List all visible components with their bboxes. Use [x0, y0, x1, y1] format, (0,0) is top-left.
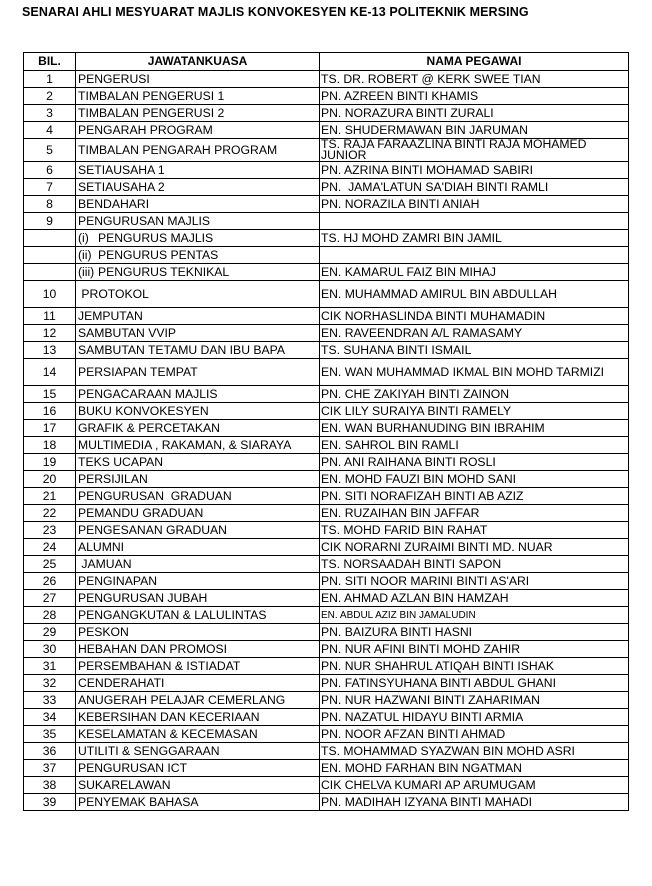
document-title: SENARAI AHLI MESYUARAT MAJLIS KONVOKESYEN KE-13 POLITEKNIK MERSING: [22, 5, 529, 19]
table-row: [24, 488, 629, 505]
table-row: [24, 726, 629, 743]
committee-name: PENGESANAN GRADUAN: [76, 522, 320, 539]
committee-name: PENGERUSI: [76, 71, 320, 88]
table-row: [24, 658, 629, 675]
row-number: 11: [24, 308, 76, 325]
officer-name: PN. FATINSYUHANA BINTI ABDUL GHANI: [320, 675, 629, 692]
committee-name: SETIAUSAHA 2: [76, 179, 320, 196]
officer-name: PN. NORAZURA BINTI ZURALI: [320, 105, 629, 122]
officer-name: PN. NOOR AFZAN BINTI AHMAD: [320, 726, 629, 743]
committee-name: PERSIAPAN TEMPAT: [76, 359, 320, 386]
table-row: [24, 71, 629, 88]
officer-name: PN. NUR SHAHRUL ATIQAH BINTI ISHAK: [320, 658, 629, 675]
row-number: 17: [24, 420, 76, 437]
row-number: 3: [24, 105, 76, 122]
officer-name: PN. SITI NORAFIZAH BINTI AB AZIZ: [320, 488, 629, 505]
officer-name: [320, 213, 629, 230]
row-number: [24, 230, 76, 247]
committee-name: [76, 264, 320, 281]
row-number: 30: [24, 641, 76, 658]
table-row: [24, 590, 629, 607]
row-number: 10: [24, 281, 76, 308]
officer-name: TS. MOHAMMAD SYAZWAN BIN MOHD ASRI: [320, 743, 629, 760]
table-row: [24, 342, 629, 359]
row-number: 14: [24, 359, 76, 386]
committee-name: TIMBALAN PENGERUSI 1: [76, 88, 320, 105]
table-header-row: [24, 53, 629, 71]
table-row: [24, 359, 629, 386]
row-number: 35: [24, 726, 76, 743]
committee-name: MULTIMEDIA , RAKAMAN, & SIARAYA: [76, 437, 320, 454]
table-row: [24, 794, 629, 811]
table-row: [24, 122, 629, 139]
row-number: 5: [24, 139, 76, 162]
committee-name: BENDAHARI: [76, 196, 320, 213]
officer-name: PN. NUR HAZWANI BINTI ZAHARIMAN: [320, 692, 629, 709]
committee-name: HEBAHAN DAN PROMOSI: [76, 641, 320, 658]
table-row: [24, 624, 629, 641]
table-body: [24, 71, 629, 811]
officer-name: CIK NORHASLINDA BINTI MUHAMADIN: [320, 308, 629, 325]
row-number: 24: [24, 539, 76, 556]
committee-name: PENGANGKUTAN & LALULINTAS: [76, 607, 320, 624]
table-row: [24, 179, 629, 196]
officer-name: TS. MOHD FARID BIN RAHAT: [320, 522, 629, 539]
committee-name: PENGACARAAN MAJLIS: [76, 386, 320, 403]
committee-name: PERSEMBAHAN & ISTIADAT: [76, 658, 320, 675]
table-row: [24, 454, 629, 471]
table-row: [24, 162, 629, 179]
row-number: 1: [24, 71, 76, 88]
row-number: 37: [24, 760, 76, 777]
row-number: 4: [24, 122, 76, 139]
sub-item-number: (i): [78, 230, 89, 245]
table-row: [24, 105, 629, 122]
officer-name: PN. AZREEN BINTI KHAMIS: [320, 88, 629, 105]
table-row: [24, 308, 629, 325]
committee-name: PENGARAH PROGRAM: [76, 122, 320, 139]
row-number: 2: [24, 88, 76, 105]
committee-name: PENGURUSAN MAJLIS: [76, 213, 320, 230]
committee-name: KESELAMATAN & KECEMASAN: [76, 726, 320, 743]
table-row: [24, 139, 629, 162]
row-number: 26: [24, 573, 76, 590]
row-number: 18: [24, 437, 76, 454]
row-number: 6: [24, 162, 76, 179]
table-row: [24, 522, 629, 539]
row-number: 20: [24, 471, 76, 488]
committee-name: PENGURUSAN ICT: [76, 760, 320, 777]
committee-name: SAMBUTAN TETAMU DAN IBU BAPA: [76, 342, 320, 359]
sub-item-label: PENGURUS TEKNIKAL: [98, 264, 230, 279]
committee-name: SETIAUSAHA 1: [76, 162, 320, 179]
row-number: 34: [24, 709, 76, 726]
officer-name: PN. AZRINA BINTI MOHAMAD SABIRI: [320, 162, 629, 179]
table-row: [24, 743, 629, 760]
officer-name: CIK CHELVA KUMARI AP ARUMUGAM: [320, 777, 629, 794]
committee-name: GRAFIK & PERCETAKAN: [76, 420, 320, 437]
officer-name: EN. AHMAD AZLAN BIN HAMZAH: [320, 590, 629, 607]
committee-name: [76, 230, 320, 247]
officer-name: EN. RAVEENDRAN A/L RAMASAMY: [320, 325, 629, 342]
row-number: 38: [24, 777, 76, 794]
officer-name: EN. SHUDERMAWAN BIN JARUMAN: [320, 122, 629, 139]
officer-name: TS. HJ MOHD ZAMRI BIN JAMIL: [320, 230, 629, 247]
row-number: 7: [24, 179, 76, 196]
committee-table: [23, 52, 629, 811]
officer-name: PN. NAZATUL HIDAYU BINTI ARMIA: [320, 709, 629, 726]
committee-name: PENGURUSAN JUBAH: [76, 590, 320, 607]
committee-name: KEBERSIHAN DAN KECERIAAN: [76, 709, 320, 726]
officer-name: CIK LILY SURAIYA BINTI RAMELY: [320, 403, 629, 420]
row-number: 31: [24, 658, 76, 675]
committee-name: TEKS UCAPAN: [76, 454, 320, 471]
row-number: 22: [24, 505, 76, 522]
row-number: 33: [24, 692, 76, 709]
committee-name: BUKU KONVOKESYEN: [76, 403, 320, 420]
row-number: 15: [24, 386, 76, 403]
row-number: 9: [24, 213, 76, 230]
table-row: [24, 437, 629, 454]
table-row: [24, 196, 629, 213]
table-row: [24, 420, 629, 437]
officer-name: PN. NORAZILA BINTI ANIAH: [320, 196, 629, 213]
committee-name: SAMBUTAN VVIP: [76, 325, 320, 342]
officer-name: CIK NORARNI ZURAIMI BINTI MD. NUAR: [320, 539, 629, 556]
officer-name: TS. DR. ROBERT @ KERK SWEE TIAN: [320, 71, 629, 88]
sub-item-label: PENGURUS MAJLIS: [98, 230, 214, 245]
row-number: 13: [24, 342, 76, 359]
row-number: 16: [24, 403, 76, 420]
row-number: 27: [24, 590, 76, 607]
row-number: 19: [24, 454, 76, 471]
header-jawatankuasa: JAWATANKUASA: [76, 53, 320, 71]
officer-name: PN. ANI RAIHANA BINTI ROSLI: [320, 454, 629, 471]
committee-name: JAMUAN: [76, 556, 320, 573]
officer-name: EN. MOHD FARHAN BIN NGATMAN: [320, 760, 629, 777]
table-row: [24, 760, 629, 777]
sub-item-number: (ii): [78, 247, 92, 262]
table-row: [24, 230, 629, 247]
committee-name: PROTOKOL: [76, 281, 320, 308]
officer-name: PN. BAIZURA BINTI HASNI: [320, 624, 629, 641]
officer-name: [320, 247, 629, 264]
officer-name: TS. NORSAADAH BINTI SAPON: [320, 556, 629, 573]
officer-name: PN. NUR AFINI BINTI MOHD ZAHIR: [320, 641, 629, 658]
row-number: [24, 264, 76, 281]
row-number: 32: [24, 675, 76, 692]
table-row: [24, 675, 629, 692]
officer-name: EN. WAN BURHANUDING BIN IBRAHIM: [320, 420, 629, 437]
header-nama-pegawai: NAMA PEGAWAI: [320, 53, 629, 71]
committee-name: SUKARELAWAN: [76, 777, 320, 794]
officer-name: EN. SAHROL BIN RAMLI: [320, 437, 629, 454]
committee-name: ALUMNI: [76, 539, 320, 556]
table-row: [24, 641, 629, 658]
table-row: [24, 471, 629, 488]
committee-name: JEMPUTAN: [76, 308, 320, 325]
officer-name: TS. SUHANA BINTI ISMAIL: [320, 342, 629, 359]
officer-name: EN. MUHAMMAD AMIRUL BIN ABDULLAH: [320, 281, 629, 308]
table-row: [24, 556, 629, 573]
officer-name: EN. WAN MUHAMMAD IKMAL BIN MOHD TARMIZI: [320, 359, 629, 386]
table-row: [24, 709, 629, 726]
table-row: [24, 539, 629, 556]
row-number: 23: [24, 522, 76, 539]
committee-name: UTILITI & SENGGARAAN: [76, 743, 320, 760]
table-row: [24, 264, 629, 281]
committee-name: CENDERAHATI: [76, 675, 320, 692]
header-bil: BIL.: [24, 53, 76, 71]
table-row: [24, 692, 629, 709]
committee-name: PESKON: [76, 624, 320, 641]
table-row: [24, 403, 629, 420]
row-number: [24, 247, 76, 264]
table-row: [24, 777, 629, 794]
table-row: [24, 607, 629, 624]
table-row: [24, 325, 629, 342]
officer-name: PN. MADIHAH IZYANA BINTI MAHADI: [320, 794, 629, 811]
row-number: 21: [24, 488, 76, 505]
committee-name: PEMANDU GRADUAN: [76, 505, 320, 522]
table-row: [24, 505, 629, 522]
committee-name: [76, 247, 320, 264]
officer-name: PN. JAMA'LATUN SA'DIAH BINTI RAMLI: [320, 179, 629, 196]
committee-name: ANUGERAH PELAJAR CEMERLANG: [76, 692, 320, 709]
row-number: 8: [24, 196, 76, 213]
row-number: 25: [24, 556, 76, 573]
row-number: 39: [24, 794, 76, 811]
row-number: 12: [24, 325, 76, 342]
table-row: [24, 386, 629, 403]
committee-name: PENYEMAK BAHASA: [76, 794, 320, 811]
row-number: 29: [24, 624, 76, 641]
row-number: 28: [24, 607, 76, 624]
sub-item-number: (iii): [78, 264, 95, 279]
row-number: 36: [24, 743, 76, 760]
officer-name: EN. KAMARUL FAIZ BIN MIHAJ: [320, 264, 629, 281]
table-row: [24, 88, 629, 105]
committee-name: PENGURUSAN GRADUAN: [76, 488, 320, 505]
committee-name: PERSIJILAN: [76, 471, 320, 488]
officer-name: EN. ABDUL AZIZ BIN JAMALUDIN: [320, 607, 629, 624]
officer-name: EN. RUZAIHAN BIN JAFFAR: [320, 505, 629, 522]
sub-item-label: PENGURUS PENTAS: [98, 247, 219, 262]
officer-name: EN. MOHD FAUZI BIN MOHD SANI: [320, 471, 629, 488]
table-row: [24, 247, 629, 264]
officer-name: TS. RAJA FARAAZLINA BINTI RAJA MOHAMED JUNIOR: [320, 139, 629, 162]
committee-name: PENGINAPAN: [76, 573, 320, 590]
officer-name: PN. SITI NOOR MARINI BINTI AS'ARI: [320, 573, 629, 590]
officer-name: PN. CHE ZAKIYAH BINTI ZAINON: [320, 386, 629, 403]
table-row: [24, 281, 629, 308]
table-row: [24, 573, 629, 590]
committee-name: TIMBALAN PENGERUSI 2: [76, 105, 320, 122]
committee-name: TIMBALAN PENGARAH PROGRAM: [76, 139, 320, 162]
table-row: [24, 213, 629, 230]
